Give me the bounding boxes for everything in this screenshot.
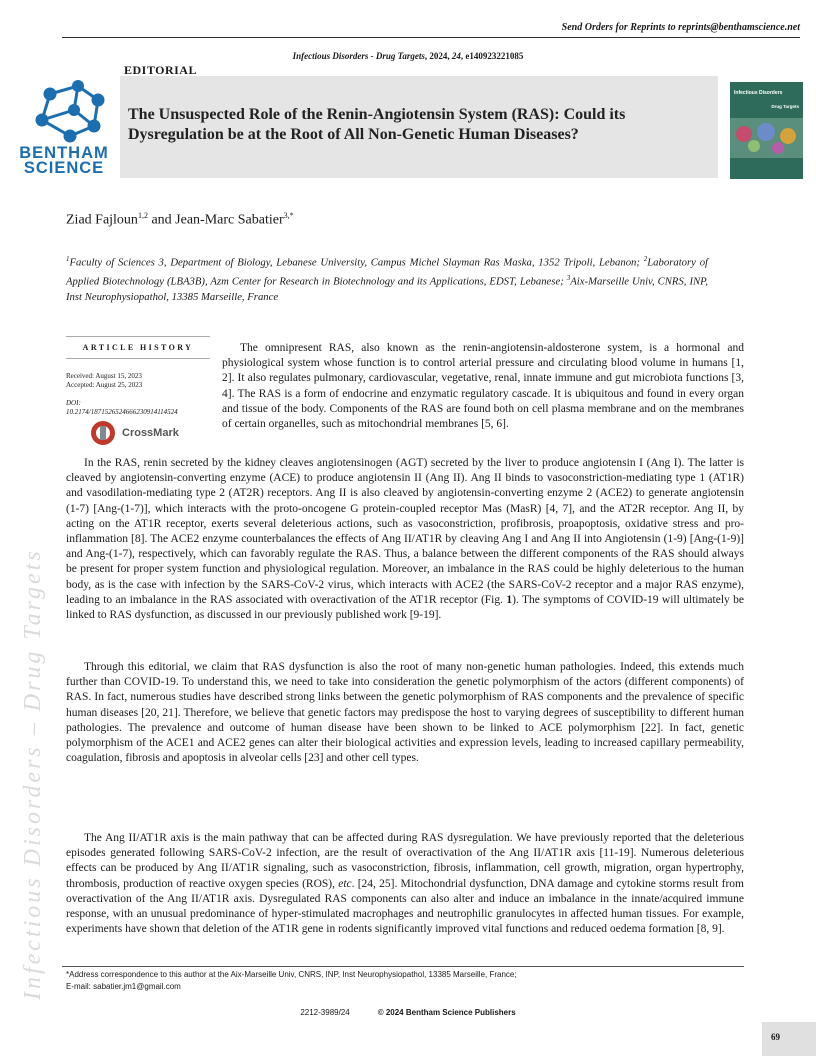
journal-watermark: Infectious Disorders – Drug Targets xyxy=(20,548,46,1000)
paragraph-at1r-axis: The Ang II/AT1R axis is the main pathway that can be affected during RAS dysregulation. We have previously reported that the deleterious episodes generated following SARS-CoV-2 infection, are the result of overactivation of the Ang II/AT1R axis [11-19]. Numerous deleterious effects can be produced by Ang II/AT1R signaling, such as vasoconstriction, fibrosis, inflammation, cell growth, migration, organ hypertrophy, thrombosis, production of reactive oxygen species (ROS), etc. [24, 25]. Mitochondrial dysfunction, DNA damage and cytokine storms result from overactivation of the Ang II/AT1R axis. Dysregulated RAS components can also alter and induce an imbalance in the innate/acquired immune response, with an unusual predominance of hyper-stimulated macrophages and neutrophilic granulocytes in affected human tissues. For example, experiments have shown that deletion of the AT1R gene in rodents significantly improved vital functions and reduced oedema formation [8, 9]. xyxy=(66,832,744,936)
history-heading: ARTICLE HISTORY xyxy=(82,343,194,352)
accepted-date: Accepted: August 25, 2023 xyxy=(66,381,143,389)
issn-copyright: 2212-3989/24 © 2024 Bentham Science Publishers xyxy=(300,1008,516,1017)
bentham-logo-text: BENTHAM SCIENCE xyxy=(19,144,109,177)
page-number: 69 xyxy=(762,1022,816,1056)
affiliations: $^1$Faculty of Sciences 3, Department of Biology, Lebanese University, Campus Michel Slayman Ras Maska, 1352 Tripoli, Lebanon; $^2$Laboratory of Applied Biotechnology (LBA3B), Azm Center for Research in Biotechnology and its Applications, EDST, Lebanese; $^3$Aix-Marseille Univ, CNRS, INP, Inst Neurophysiopathol, 13385 Marseille, France xyxy=(66,255,709,304)
email-link[interactable]: E-mail: sabatier.jm1@gmail.com xyxy=(66,982,181,991)
paragraph-ras-mechanism: In the RAS, renin secreted by the kidney cleaves angiotensinogen (AGT) secreted by the liver to produce angiotensin I (Ang I). The latter is cleaved by angiotensin-converting enzyme (ACE) to produce angiotensin II (Ang II). Ang II binds to vasoconstriction-mediating type 1 (AT1R) and vasodilation-mediating type 2 (AT2R) receptors. Ang II is also cleaved by angiotensin-converting enzyme 2 (ACE2) to generate angiotensin (1-7) [Ang-(1-7)], which interacts with the proto-oncogene G protein-coupled receptor Mas (MasR) [4, 7], and the AT2R receptor. Ang II, by acting on the AT1R receptor, exerts several deleterious actions, such as vasoconstriction, profibrosis, proapoptosis, oxidative stress and pro-inflammation [8]. The ACE2 enzyme counterbalances the effects of Ang II/AT1R by cleaving Ang I and Ang II into Angiotensin (1-9) [Ang-(1-9)] and Ang-(1-7), respectively, which can favorably regulate the RAS. Thus, a balance between the different components of the RAS should always be present for proper system function and physiological regulation. Moreover, an imbalance in the RAS could be highly deleterious to the human body, as is the case with infection by the SARS-CoV-2 virus, which interacts with ACE2 (the SARS-CoV-2 receptor and a major RAS enzyme), leading to an imbalance in the RAS associated with overactivation of the AT1R receptor (Fig. 1). The symptoms of COVID-19 will ultimately be linked to RAS dysfunction, as discussed in our previously published work [9-19]. xyxy=(66,457,744,622)
article-title: The Unsuspected Role of the Renin-Angiotensin System (RAS): Could its Dysregulation be at the Root of All Non-Genetic Human Diseases? xyxy=(128,106,626,143)
received-date: Received: August 15, 2023 xyxy=(66,372,142,380)
footnote-divider xyxy=(62,966,744,967)
author-name: Jean-Marc Sabatier xyxy=(175,212,284,228)
journal-volume: 24 xyxy=(451,51,461,61)
paragraph-polymorphism: Through this editorial, we claim that RAS dysfunction is also the root of many non-genetic human pathologies. Indeed, this extends much further than COVID-19. To understand this, we need to take into consideration the genetic polymorphism of the actors (different components) of RAS. In fact, numerous studies have described strong links between the genetic polymorphism of RAS components and the prevalence of specific human diseases [20, 21]. Therefore, we believe that genetic factors may predispose the host to varying degrees of susceptibility to different human pathologies. The prevalence and outcome of human disease have been shown to be linked to ACE polymorphism [22]. In fact, genetic polymorphism of the ACE1 and ACE2 genes can alter their biological activities and expression levels, leading to increased capillary permeability, coagulation, fibrosis and apoptosis in alveolar cells [23] and other cell types. xyxy=(66,661,744,765)
journal-name: Infectious Disorders - Drug Targets xyxy=(292,51,425,61)
author-name: Ziad Fajloun xyxy=(66,212,138,228)
cover-title: Infectious Disorders xyxy=(734,90,783,96)
history-divider xyxy=(66,336,210,337)
reprints-notice: Send Orders for Reprints to reprints@benthamscience.net xyxy=(561,22,800,33)
bentham-logo-icon xyxy=(12,80,122,146)
history-divider xyxy=(66,358,210,359)
crossmark-badge[interactable]: CrossMark xyxy=(90,420,179,446)
paragraph-intro: The omnipresent RAS, also known as the renin-angiotensin-aldosterone system, is a hormonal and physiological system whose function is to control arterial pressure and circulating blood volume in humans [1, 2]. It also regulates pulmonary, cardiovascular, vegetative, renal, innate immune and gut microbiota functions [3, 4]. The RAS is a form of endocrine and enzymatic regulatory cascade. It is ubiquitous and found in every organ and tissue of the body. Components of the RAS are found both on cell plasma membrane and on the membranes of certain organelles, such as mitochondrial membranes [5, 6]. xyxy=(222,342,744,431)
crossmark-icon xyxy=(90,420,118,446)
header-rule xyxy=(62,37,800,38)
author-list: Ziad Fajloun$^{1,2}$ and Jean-Marc Sabatier$^{3,*}$ xyxy=(66,211,294,228)
doi-link[interactable]: 10.2174/1871526524666230914114524 xyxy=(66,408,178,416)
journal-citation: Infectious Disorders - Drug Targets, 2024, 24, e140923221085 xyxy=(292,51,524,61)
journal-cover xyxy=(730,82,803,179)
correspondence-footnote: *Address correspondence to this author at the Aix-Marseille Univ, CNRS, INP, Inst Neurophysiopathol, 13385 Marseille, France; E-mail: sabatier.jm1@gmail.com xyxy=(66,969,744,993)
editorial-label: EDITORIAL xyxy=(124,63,197,77)
cover-subtitle: Drug Targets xyxy=(771,104,799,109)
cover-art-icon xyxy=(730,112,803,167)
doi-label: DOI: xyxy=(66,399,81,407)
